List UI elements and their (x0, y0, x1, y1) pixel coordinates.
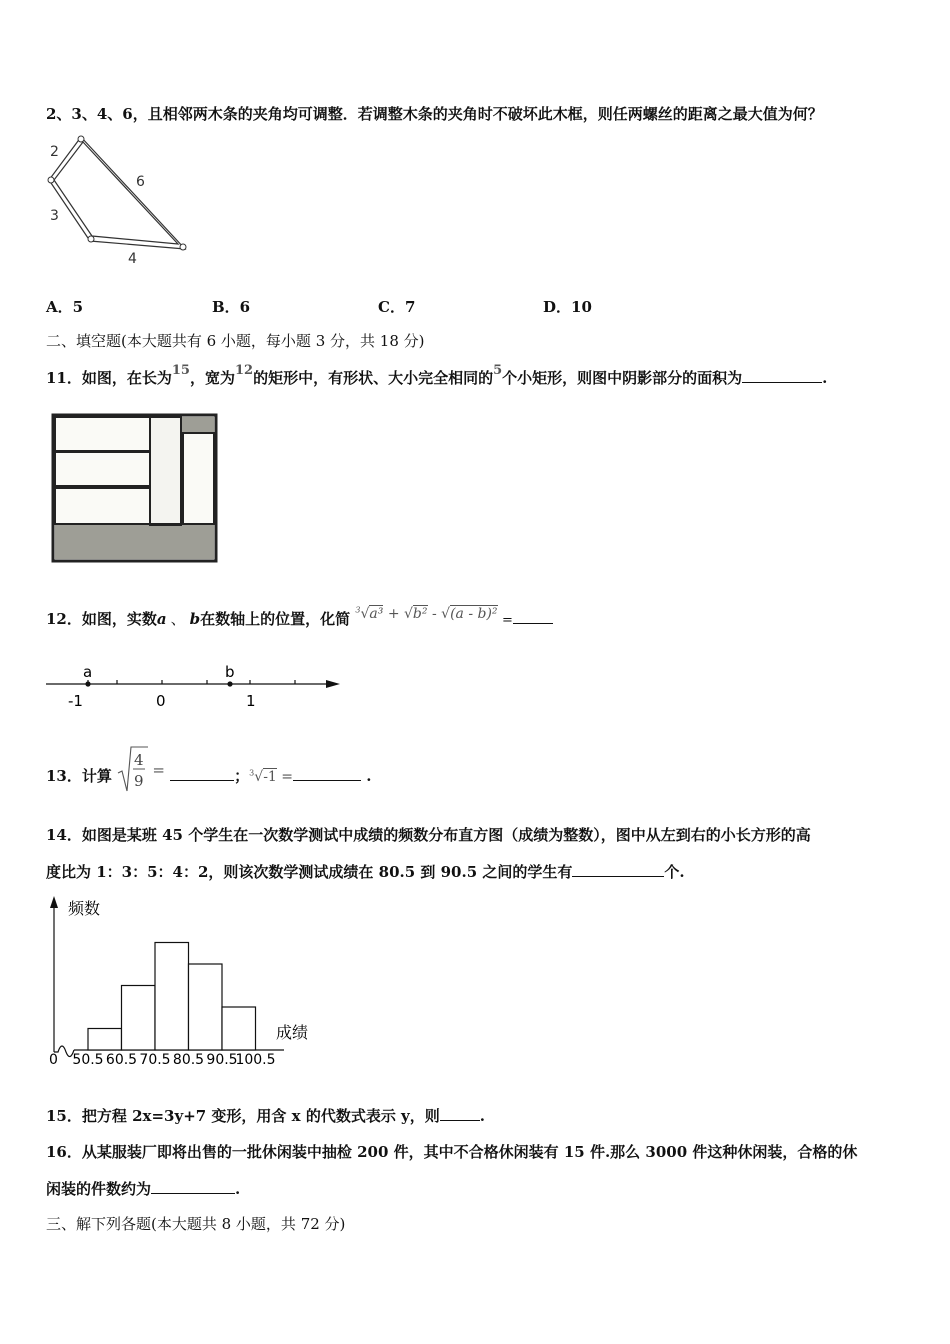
q14-histogram (44, 894, 334, 1074)
q13-end: . (366, 767, 372, 785)
x-tick-label-60.5: 60.5 (105, 1052, 138, 1068)
q12-separator: 、 (170, 610, 186, 628)
y-axis-label: 频数 (68, 899, 101, 918)
q11-part3: 的矩形中，有形状、大小完全相同的 (253, 369, 494, 387)
option-a[interactable]: A．5 (46, 298, 84, 316)
q11-end: . (822, 369, 828, 387)
q11-part4: 个小矩形，则图中阴影部分的面积为 (502, 369, 743, 387)
q11-answer-blank[interactable] (742, 367, 822, 383)
q10-wooden-frame-figure (44, 128, 204, 268)
q13-numerator: 4 (134, 751, 144, 769)
section-2-title: 二、填空题(本大题共有 6 小题，每小题 3 分，共 18 分) (46, 332, 425, 350)
q15-text (46, 1105, 485, 1126)
q15-end: . (479, 1107, 485, 1125)
q14-line2 (46, 861, 685, 882)
q12-part1: 12．如图，实数 (46, 610, 157, 628)
option-d[interactable]: D．10 (543, 298, 592, 316)
point-b (227, 681, 232, 686)
q13-answer-blank-1[interactable] (170, 765, 234, 781)
q12-sqrt-ab: (a - b)² (450, 606, 498, 622)
q13-radicand: -1 (263, 769, 277, 785)
q14-answer-blank[interactable] (572, 861, 664, 877)
option-c[interactable]: C．7 (378, 298, 416, 316)
q11-rectangle-figure (50, 412, 220, 564)
x-axis-label: 成绩 (276, 1023, 309, 1042)
tick-label-1: 1 (246, 692, 256, 710)
origin-label: 0 (49, 1052, 58, 1068)
q16-line2-part1: 闲装的件数约为 (46, 1180, 152, 1198)
q13-part1: 13．计算 (46, 767, 112, 785)
label-a: a (83, 663, 93, 681)
q14-line2-part1: 度比为 1：3：5：4：2，则该次数学测试成绩在 80.5 到 90.5 之间的学生有 (46, 863, 573, 881)
q11-text (46, 363, 828, 388)
section-3-title: 三、解下列各题(本大题共 8 小题，共 72 分) (46, 1215, 346, 1233)
q12-minus: - (431, 606, 437, 622)
x-tick-label-90.5: 90.5 (206, 1052, 238, 1068)
q12-number-line (44, 660, 344, 716)
q13-root-index: 3 (249, 768, 255, 778)
q10-stem: 2、3、4、6，且相邻两木条的夹角均可调整．若调整木条的夹角时不破坏此木框，则任两螺丝的距离之最大值为何？ (46, 105, 823, 123)
tick-label-minus-1: -1 (68, 692, 83, 710)
q13-semicolon: ； (234, 767, 250, 785)
q12-answer-blank[interactable] (513, 608, 553, 624)
q12-part2: 在数轴上的位置，化简 (200, 610, 351, 628)
histogram-bar-1 (88, 1029, 122, 1051)
q15-stem: 15．把方程 2x=3y+7 变形，用含 x 的代数式表示 y，则 (46, 1107, 440, 1125)
q12-sqrt-b: b² (412, 606, 428, 622)
q12-expression: $^3$√a³ + √b² - √(a - b)² (355, 605, 498, 622)
q16-line2 (46, 1178, 240, 1199)
histogram-bar-3 (155, 943, 189, 1051)
q11-part2: ，宽为 (189, 369, 235, 387)
q16-line1: 16．从某服装厂即将出售的一批休闲装中抽检 200 件，其中不合格休闲装有 15 件.那么 3000 件这种休闲装，合格的休 (46, 1143, 858, 1161)
q11-part1: 11．如图，在长为 (46, 369, 172, 387)
x-tick-label-80.5: 80.5 (172, 1052, 205, 1068)
q11-width: 12 (234, 363, 254, 378)
histogram-bar-4 (189, 964, 223, 1050)
q13-answer-blank-2[interactable] (293, 765, 361, 781)
q14-line2-part2: 个. (664, 863, 685, 881)
q16-end: . (235, 1180, 241, 1198)
q14-line1: 14．如图是某班 45 个学生在一次数学测试中成绩的频数分布直方图（成绩为整数），图中从左到右的小长方形的高 (46, 826, 811, 844)
q13-equals-2: = (281, 769, 294, 785)
side-label-6: 6 (136, 174, 145, 190)
q12-text (46, 605, 553, 629)
histogram-bar-5 (222, 1007, 256, 1050)
x-tick-label-70.5: 70.5 (139, 1052, 171, 1068)
q15-answer-blank[interactable] (440, 1105, 480, 1121)
side-label-2: 2 (50, 144, 59, 160)
side-label-4: 4 (128, 251, 137, 267)
q13-text: 13．计算 4 9 = ；$^3$√-1 = . (46, 765, 371, 787)
q13-denominator: 9 (134, 772, 144, 790)
q13-sqrt-fraction (117, 751, 147, 790)
q12-equals: = (502, 613, 513, 628)
q12-plus: + (387, 606, 400, 622)
q11-count: 5 (493, 363, 503, 378)
histogram-bar-2 (122, 986, 156, 1051)
q16-answer-blank[interactable] (151, 1178, 235, 1194)
q13-equals: = (152, 761, 165, 779)
q12-var-a: a (156, 610, 167, 628)
tick-label-0: 0 (156, 692, 166, 710)
x-tick-label-100.5: 100.5 (235, 1052, 276, 1068)
option-b[interactable]: B．6 (212, 298, 251, 316)
label-b: b (225, 663, 235, 681)
q12-var-b: b (189, 610, 201, 628)
q11-length: 15 (171, 363, 190, 378)
q12-cube-root: a³ (369, 606, 384, 622)
point-a (85, 681, 90, 686)
x-tick-label-50.5: 50.5 (72, 1052, 104, 1068)
side-label-3: 3 (50, 208, 59, 224)
